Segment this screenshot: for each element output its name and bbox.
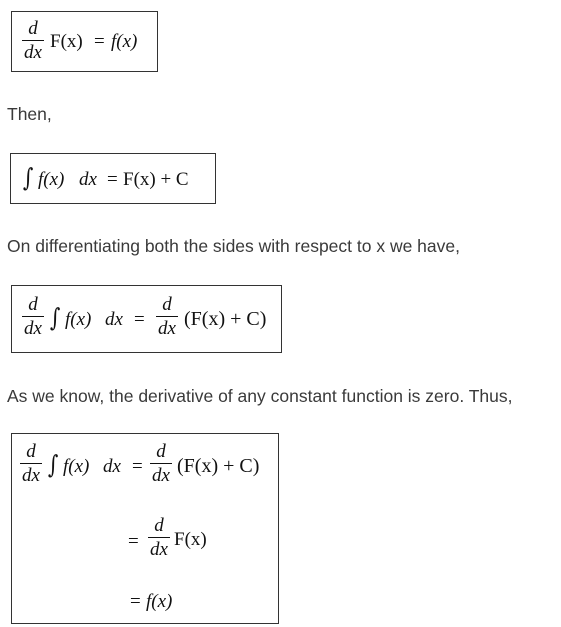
integral-sign: ∫ [23, 162, 34, 192]
function-f: f(x) [111, 31, 138, 52]
equals-sign: = [107, 169, 118, 190]
antiderivative-F: F(x) [174, 529, 207, 550]
equation-box-indefinite-integral [10, 153, 216, 204]
result-f: f(x) [146, 591, 173, 612]
integral-sign: ∫ [50, 302, 61, 332]
equals-sign-line3: = [130, 591, 141, 612]
fraction-d-dx: d dx [20, 442, 42, 485]
paragraph-derivative-constant: As we know, the derivative of any constant function is zero. Thus, [7, 386, 513, 406]
integrand: f(x) [38, 169, 65, 190]
equals-sign: = [134, 309, 145, 330]
equation-box-differentiate-both-sides [11, 285, 282, 353]
equation-box-derivative-definition [11, 11, 158, 72]
fraction-d-dx: d dx [22, 295, 44, 338]
function-F: F(x) [50, 31, 83, 52]
equals-sign: = [94, 31, 105, 52]
rhs-expression: (F(x) + C) [177, 455, 260, 477]
integrand: f(x) [65, 309, 92, 330]
fraction-d-dx-rhs: d dx [150, 442, 172, 485]
fraction-d-dx [22, 19, 44, 62]
paragraph-differentiating: On differentiating both the sides with respect to x we have, [7, 236, 460, 256]
paragraph-then: Then, [7, 104, 52, 124]
fraction-numerator: d [28, 18, 38, 39]
rhs-expression: (F(x) + C) [184, 308, 267, 330]
integrand: f(x) [63, 456, 90, 477]
integral-sign: ∫ [48, 449, 59, 479]
differential: dx [105, 309, 123, 330]
fraction-d-dx-rhs: d dx [156, 295, 178, 338]
fraction-denominator: dx [24, 42, 42, 63]
equals-sign-line2: = [128, 531, 139, 552]
antiderivative-plus-constant: F(x) + C [123, 169, 189, 190]
fraction-d-dx-line2: d dx [148, 516, 170, 559]
equals-sign: = [132, 456, 143, 477]
equation-box-result [11, 433, 279, 624]
differential: dx [79, 169, 97, 190]
differential: dx [103, 456, 121, 477]
